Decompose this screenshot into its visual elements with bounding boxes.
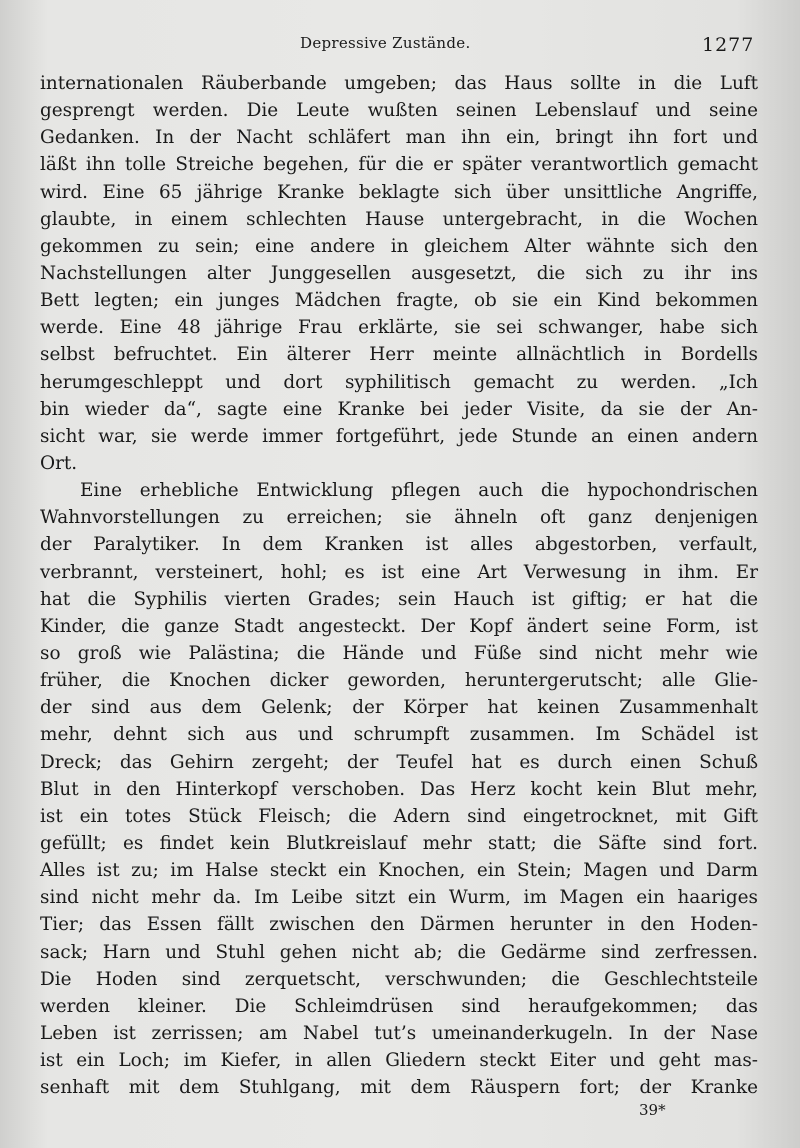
text-line: ist ein Loch; im Kiefer, in allen Gliedern steckt Eiter und geht mas- bbox=[40, 1050, 758, 1072]
text-line: werden kleiner. Die Schleimdrüsen sind heraufgekommen; das bbox=[40, 995, 758, 1017]
text-line: wird. Eine 65 jährige Kranke beklagte sich über unsittliche Angriffe, bbox=[40, 181, 758, 203]
page-number: 1277 bbox=[702, 34, 755, 56]
text-line: Blut in den Hinterkopf verschoben. Das Herz kocht kein Blut mehr, bbox=[40, 778, 758, 800]
text-line: Leben ist zerrissen; am Nabel tut’s umeinanderkugeln. In der Nase bbox=[40, 1022, 758, 1044]
paragraph bbox=[40, 70, 758, 477]
text-line: der Paralytiker. In dem Kranken ist alles abgestorben, verfault, bbox=[40, 534, 758, 556]
text-line: Bett legten; ein junges Mädchen fragte, ob sie ein Kind bekommen bbox=[40, 290, 758, 312]
text-line: sind nicht mehr da. Im Leibe sitzt ein Wurm, im Magen ein haariges bbox=[40, 887, 758, 909]
text-line: Dreck; das Gehirn zergeht; der Teufel hat es durch einen Schuß bbox=[40, 751, 758, 773]
text-line: herumgeschleppt und dort syphilitisch gemacht zu werden. „Ich bbox=[40, 371, 758, 393]
text-line: gekommen zu sein; eine andere in gleichem Alter wähnte sich den bbox=[40, 235, 758, 257]
text-line: früher, die Knochen dicker geworden, heruntergerutscht; alle Glie- bbox=[40, 670, 758, 692]
text-line: ist ein totes Stück Fleisch; die Adern sind eingetrocknet, mit Gift bbox=[40, 805, 758, 827]
paragraph bbox=[40, 477, 758, 1101]
text-line: Gedanken. In der Nacht schläfert man ihn ein, bringt ihn fort und bbox=[40, 127, 758, 149]
text-line: gefüllt; es findet kein Blutkreislauf mehr statt; die Säfte sind fort. bbox=[40, 832, 758, 854]
text-line: Ort. bbox=[40, 452, 78, 474]
text-line: so groß wie Palästina; die Hände und Füße sind nicht mehr wie bbox=[40, 642, 758, 664]
text-line: sack; Harn und Stuhl gehen nicht ab; die Gedärme sind zerfressen. bbox=[40, 941, 758, 963]
text-line: läßt ihn tolle Streiche begehen, für die er später verantwortlich gemacht bbox=[40, 154, 758, 176]
text-line: werde. Eine 48 jährige Frau erklärte, sie sei schwanger, habe sich bbox=[40, 317, 758, 339]
text-line: Alles ist zu; im Halse steckt ein Knochen, ein Stein; Magen und Darm bbox=[40, 860, 758, 882]
text-line: Tier; das Essen fällt zwischen den Därmen herunter in den Hoden- bbox=[40, 914, 758, 936]
text-line: hat die Syphilis vierten Grades; sein Hauch ist giftig; er hat die bbox=[40, 588, 758, 610]
text-line: Die Hoden sind zerquetscht, verschwunden; die Geschlechtsteile bbox=[40, 968, 758, 990]
text-line: glaubte, in einem schlechten Hause untergebracht, in die Wochen bbox=[40, 208, 758, 230]
text-line: sicht war, sie werde immer fortgeführt, jede Stunde an einen andern bbox=[40, 425, 758, 447]
text-line: mehr, dehnt sich aus und schrumpft zusammen. Im Schädel ist bbox=[40, 724, 758, 746]
text-line: Wahnvorstellungen zu erreichen; sie ähneln oft ganz denjenigen bbox=[40, 507, 758, 529]
text-line: der sind aus dem Gelenk; der Körper hat keinen Zusammenhalt bbox=[40, 697, 758, 719]
text-line: verbrannt, versteinert, hohl; es ist eine Art Verwesung in ihm. Er bbox=[40, 561, 758, 583]
signature-mark: 39* bbox=[639, 1101, 666, 1119]
text-line: gesprengt werden. Die Leute wußten seinen Lebenslauf und seine bbox=[40, 100, 758, 122]
text-line: Nachstellungen alter Junggesellen ausgesetzt, die sich zu ihr ins bbox=[40, 262, 758, 284]
text-line: internationalen Räuberbande umgeben; das Haus sollte in die Luft bbox=[40, 73, 758, 94]
text-line: bin wieder da“, sagte eine Kranke bei jeder Visite, da sie der An- bbox=[40, 398, 758, 420]
text-line: selbst befruchtet. Ein älterer Herr meinte allnächtlich in Bordells bbox=[40, 344, 758, 366]
running-head: Depressive Zustände. bbox=[300, 34, 471, 52]
text-line: senhaft mit dem Stuhlgang, mit dem Räuspern fort; der Kranke bbox=[40, 1077, 758, 1099]
text-line: Eine erhebliche Entwicklung pflegen auch die hypochondrischen bbox=[80, 480, 758, 502]
body-text bbox=[40, 70, 758, 1101]
text-line: Kinder, die ganze Stadt angesteckt. Der Kopf ändert seine Form, ist bbox=[40, 615, 758, 637]
